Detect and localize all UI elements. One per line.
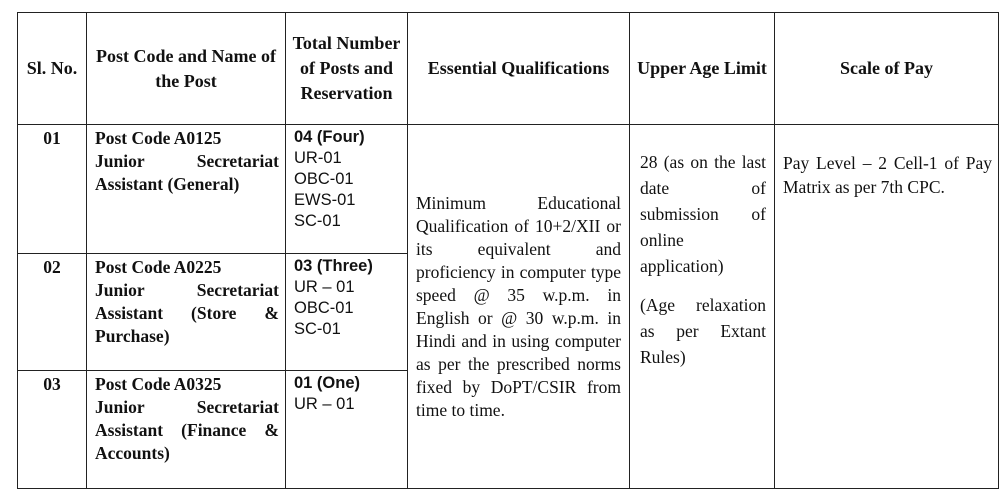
recruitment-table — [17, 12, 999, 489]
post-name: Junior Secretariat Assistant (Finance & Accounts) — [95, 397, 279, 463]
header-row — [18, 13, 999, 125]
sl-no-cell: 02 — [18, 254, 87, 371]
post-code: Post Code A0325 — [95, 374, 222, 394]
pay-scale-cell: Pay Level – 2 Cell-1 of Pay Matrix as per 7th CPC. — [775, 125, 999, 489]
age-limit-text: 28 (as on the last date of submission of online application) — [640, 152, 766, 276]
age-relaxation-text: (Age relaxation as per Extant Rules) — [640, 295, 766, 367]
reservation-item: UR – 01 — [294, 395, 355, 413]
reservation-item: UR – 01 — [294, 278, 355, 296]
post-cell — [87, 371, 286, 489]
post-code: Post Code A0225 — [95, 257, 222, 277]
reservation-item: UR-01 — [294, 149, 342, 167]
total-cell — [286, 125, 408, 254]
sl-no-cell: 03 — [18, 371, 87, 489]
reservation-item: EWS-01 — [294, 191, 356, 209]
header-sl-no: Sl. No. — [18, 13, 87, 125]
post-code: Post Code A0125 — [95, 128, 222, 148]
total-cell — [286, 371, 408, 489]
sl-no-cell: 01 — [18, 125, 87, 254]
reservation-item: SC-01 — [294, 320, 341, 338]
table-row — [18, 125, 999, 254]
header-post: Post Code and Name of the Post — [87, 13, 286, 125]
total-posts: 04 (Four) — [294, 128, 365, 146]
post-name: Junior Secretariat Assistant (Store & Purchase) — [95, 280, 279, 346]
header-age-limit: Upper Age Limit — [630, 13, 775, 125]
reservation-item: OBC-01 — [294, 170, 354, 188]
header-qualifications: Essential Qualifications — [408, 13, 630, 125]
reservation-item: OBC-01 — [294, 299, 354, 317]
reservation-item: SC-01 — [294, 212, 341, 230]
post-cell — [87, 254, 286, 371]
total-posts: 01 (One) — [294, 374, 361, 392]
post-name: Junior Secretariat Assistant (General) — [95, 151, 279, 194]
header-pay-scale: Scale of Pay — [775, 13, 999, 125]
post-cell — [87, 125, 286, 254]
total-posts: 03 (Three) — [294, 257, 373, 275]
qualification-cell: Minimum Educational Qualification of 10+2/XII or its equivalent and proficiency in computer type speed @ 35 w.p.m. in English or @ 30 w.p.m. in Hindi and in using computer as per the prescribed norms fixed by DoPT/CSIR from time to time. — [408, 125, 630, 489]
age-limit-cell — [630, 125, 775, 489]
total-cell — [286, 254, 408, 371]
header-total: Total Number of Posts and Reservation — [286, 13, 408, 125]
